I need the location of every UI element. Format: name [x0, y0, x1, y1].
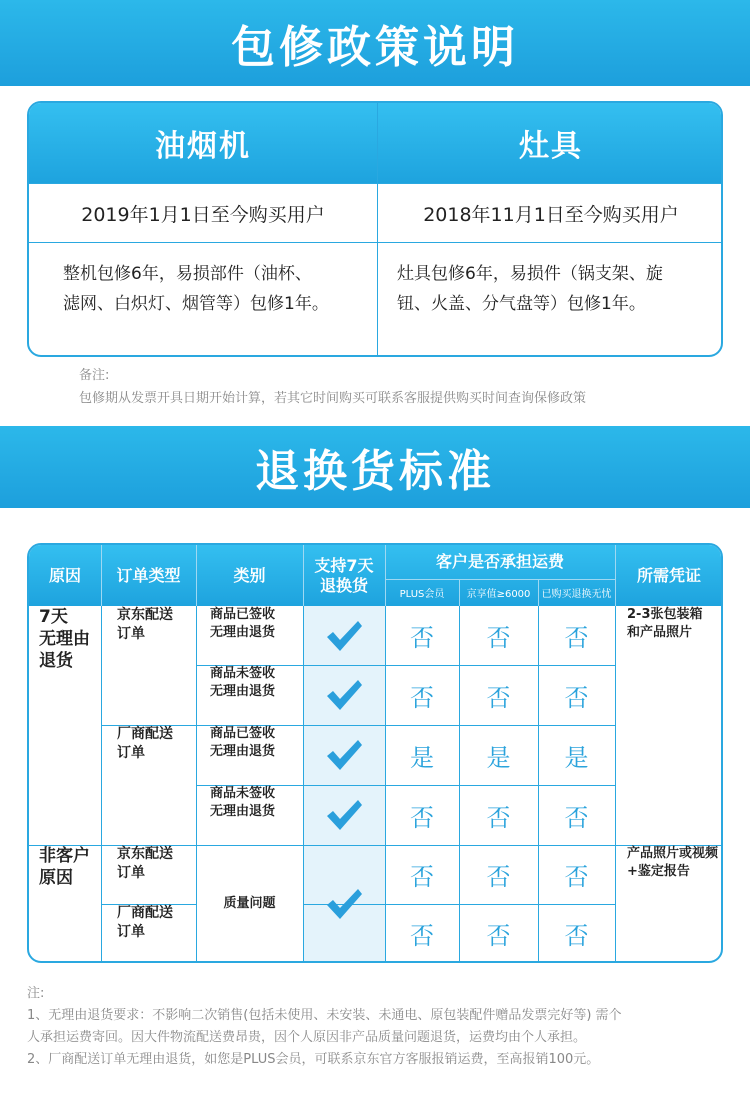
returns-note-1-line2: 人承担运费寄回。因大件物流配送费昂贵，因个人原因非产品质量问题退货，运费均由个人承担。 — [27, 1030, 587, 1045]
category-line2: 无理由退货 — [210, 625, 276, 640]
reason-7-day-no-reason — [29, 606, 101, 845]
category-line2: 无理由退货 — [210, 804, 276, 819]
shipping-value: 否 — [564, 803, 589, 832]
category-line1: 商品已签收 — [210, 607, 276, 622]
shipping-value: 否 — [564, 922, 589, 950]
category-cell — [196, 785, 303, 845]
header-category: 类别 — [233, 565, 266, 585]
header-proof: 所需凭证 — [636, 565, 701, 585]
category-line2: 无理由退货 — [210, 684, 276, 699]
stove-header: 灶具 — [519, 129, 583, 164]
order-type-line2: 订单 — [117, 626, 145, 642]
shipping-value: 否 — [410, 922, 434, 950]
check-icon — [303, 725, 385, 785]
warranty-title: 包修政策说明 — [231, 22, 519, 73]
header-shipping: 客户是否承担运费 — [435, 552, 564, 571]
shipping-value: 否 — [486, 863, 511, 891]
proof-line2: +鉴定报告 — [627, 864, 690, 879]
warranty-note — [79, 364, 586, 410]
shipping-value: 否 — [410, 624, 434, 652]
reason-non-customer — [29, 845, 101, 963]
returns-title-banner — [0, 426, 750, 508]
check-icon — [303, 606, 385, 665]
shipping-value: 否 — [564, 683, 589, 712]
category-line1: 商品未签收 — [210, 666, 276, 681]
shipping-value: 否 — [486, 922, 511, 950]
check-icon — [303, 845, 385, 963]
order-type-vendor-delivery — [101, 904, 196, 963]
check-icon — [303, 665, 385, 725]
shipping-value: 否 — [410, 863, 434, 891]
proof-packaging-photos — [615, 606, 723, 845]
stove-date: 2018年11月1日至今购买用户 — [423, 203, 679, 226]
header-support-7-days-line1: 支持7天 — [314, 555, 374, 575]
shipping-value: 否 — [564, 624, 589, 652]
order-type-line2: 订单 — [117, 865, 145, 881]
proof-line2: 和产品照片 — [627, 625, 693, 640]
proof-line1: 2-3张包装箱 — [627, 607, 703, 622]
header-reason: 原因 — [48, 565, 81, 585]
shipping-value: 否 — [486, 803, 511, 832]
returns-note-2: 2、厂商配送订单无理由退货，如您是PLUS会员，可联系京东官方客服报销运费，至高报销100元。 — [27, 1052, 600, 1067]
reason-non-customer-line1: 非客户 — [39, 846, 90, 866]
category-cell — [196, 665, 303, 725]
shipping-value: 是 — [486, 743, 511, 772]
returns-title: 退换货标准 — [255, 446, 495, 497]
reason-7-day-line3: 退货 — [39, 651, 73, 671]
order-type-line1: 厂商配送 — [117, 726, 173, 742]
shipping-value: 否 — [410, 803, 434, 832]
proof-photos-report — [615, 845, 723, 963]
order-type-jd-delivery — [101, 845, 196, 904]
header-order-type: 订单类型 — [116, 565, 181, 585]
shipping-value: 否 — [486, 624, 511, 652]
proof-line1: 产品照片或视频 — [627, 846, 719, 861]
stove-desc-line1: 灶具包修6年，易损件（锅支架、旋 — [397, 264, 663, 284]
range-hood-desc-line1: 整机包修6年，易损部件（油杯、 — [63, 264, 312, 284]
order-type-line2: 订单 — [117, 924, 145, 940]
order-type-line1: 厂商配送 — [117, 905, 173, 921]
header-return-insurance: 已购买退换无忧 — [541, 589, 612, 600]
range-hood-date: 2019年1月1日至今购买用户 — [81, 203, 325, 226]
category-cell — [196, 725, 303, 785]
returns-note-1-line1: 1、无理由退货要求：不影响二次销售(包括未使用、未安装、未通电、原包装配件赠品发票完好等) 需个 — [27, 1008, 622, 1023]
reason-7-day-line1: 7天 — [39, 607, 68, 627]
warranty-note-text: 包修期从发票开具日期开始计算，若其它时间购买可联系客服提供购买时间查询保修政策 — [79, 391, 587, 406]
order-type-vendor-delivery — [101, 725, 196, 845]
range-hood-header: 油烟机 — [155, 129, 251, 164]
shipping-value: 是 — [410, 743, 434, 772]
header-support-7-days-line2: 退换货 — [319, 575, 368, 595]
range-hood-desc-line2: 滤网、白炽灯、烟管等）包修1年。 — [63, 294, 329, 314]
shipping-value: 否 — [564, 863, 589, 891]
header-support-7-days — [303, 545, 385, 606]
shipping-value: 否 — [410, 683, 434, 712]
returns-notes — [27, 983, 727, 1071]
order-type-line1: 京东配送 — [117, 846, 173, 862]
category-quality-issue: 质量问题 — [223, 896, 276, 911]
category-line1: 商品已签收 — [210, 726, 276, 741]
order-type-line1: 京东配送 — [117, 607, 173, 623]
shipping-value: 是 — [564, 743, 589, 772]
order-type-jd-delivery — [101, 606, 196, 725]
shipping-value: 否 — [486, 683, 511, 712]
category-line1: 商品未签收 — [210, 786, 276, 801]
category-cell — [196, 606, 303, 665]
header-jingxiang-score: 京享值≥6000 — [466, 589, 531, 600]
reason-7-day-line2: 无理由 — [39, 629, 90, 649]
range-hood-desc — [63, 259, 373, 319]
warranty-title-banner — [0, 0, 750, 86]
warranty-note-label: 备注: — [79, 368, 110, 383]
stove-desc — [397, 259, 707, 319]
reason-non-customer-line2: 原因 — [39, 868, 73, 888]
header-plus-member: PLUS会员 — [399, 589, 445, 600]
warranty-table — [27, 101, 723, 357]
category-line2: 无理由退货 — [210, 744, 276, 759]
stove-desc-line2: 钮、火盖、分气盘等）包修1年。 — [397, 294, 646, 314]
order-type-line2: 订单 — [117, 745, 145, 761]
returns-notes-label: 注: — [27, 986, 45, 1001]
returns-table — [27, 543, 723, 963]
check-icon — [303, 785, 385, 845]
